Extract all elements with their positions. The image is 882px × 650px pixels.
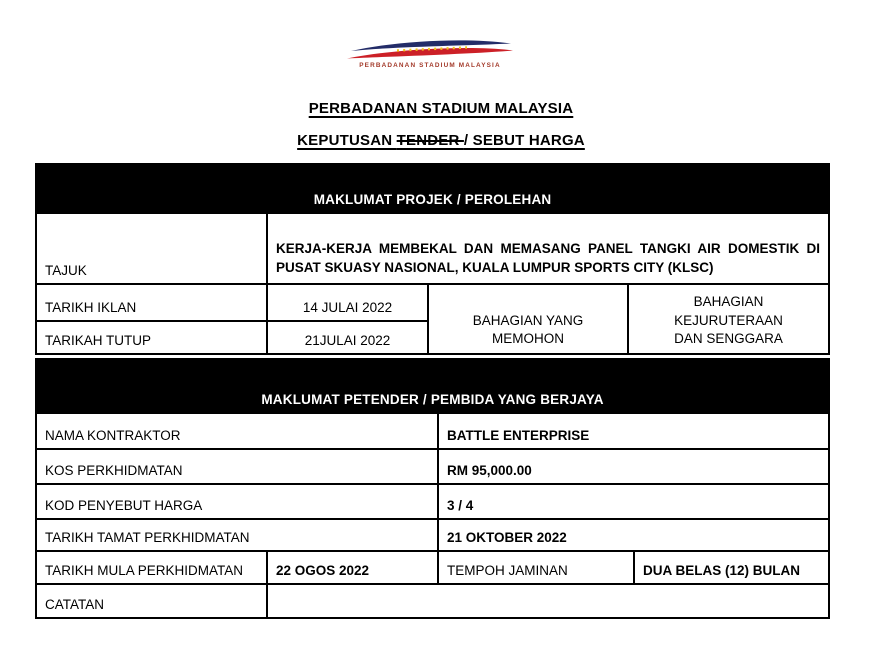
catatan-value: [267, 584, 829, 618]
tarikh-mula-label: TARIKH MULA PERKHIDMATAN: [36, 551, 267, 584]
tarikh-tamat-value: 21 OKTOBER 2022: [438, 519, 829, 551]
tarikh-tamat-label: TARIKH TAMAT PERKHIDMATAN: [36, 519, 438, 551]
bahagian-memohon-label: BAHAGIAN YANG MEMOHON: [428, 284, 628, 354]
kos-perkhidmatan-label: KOS PERKHIDMATAN: [36, 449, 438, 484]
stadium-swoosh-icon: [345, 37, 515, 75]
tajuk-label: TAJUK: [36, 213, 267, 284]
psm-logo: [345, 37, 515, 75]
tarikh-mula-value: 22 OGOS 2022: [267, 551, 438, 584]
project-table-header: MAKLUMAT PROJEK / PEROLEHAN: [36, 164, 829, 213]
kos-perkhidmatan-value: RM 95,000.00: [438, 449, 829, 484]
subtitle-struck-word: TENDER: [396, 132, 464, 149]
tajuk-value: KERJA-KERJA MEMBEKAL DAN MEMASANG PANEL TANGKI AIR DOMESTIK DI PUSAT SKUASY NASIONAL, KUALA LUMPUR SPORTS CITY (KLSC): [267, 213, 829, 284]
project-info-table: [35, 163, 830, 355]
subtitle-suffix: / SEBUT HARGA: [463, 132, 585, 149]
page-subtitle: [0, 132, 882, 149]
catatan-label: CATATAN: [36, 584, 267, 618]
tarikh-iklan-label: TARIKH IKLAN: [36, 284, 267, 321]
nama-kontraktor-label: NAMA KONTRAKTOR: [36, 413, 438, 449]
tarikh-iklan-value: 14 JULAI 2022: [267, 284, 428, 321]
kod-penyebut-harga-label: KOD PENYEBUT HARGA: [36, 484, 438, 519]
kod-penyebut-harga-value: 3 / 4: [438, 484, 829, 519]
winner-table-header: MAKLUMAT PETENDER / PEMBIDA YANG BERJAYA: [36, 359, 829, 413]
winner-info-table: [35, 358, 830, 619]
logo-caption: PERBADANAN STADIUM MALAYSIA: [359, 62, 501, 69]
tempoh-jaminan-label: TEMPOH JAMINAN: [438, 551, 634, 584]
nama-kontraktor-value: BATTLE ENTERPRISE: [438, 413, 829, 449]
tarikh-tutup-value: 21JULAI 2022: [267, 321, 428, 354]
tarikh-tutup-label: TARIKAH TUTUP: [36, 321, 267, 354]
subtitle-prefix: KEPUTUSAN: [297, 132, 397, 149]
tempoh-jaminan-value: DUA BELAS (12) BULAN: [634, 551, 829, 584]
logo-red-swoosh: [347, 48, 513, 58]
bahagian-memohon-value: BAHAGIAN KEJURUTERAAN DAN SENGGARA: [628, 284, 829, 354]
page-title: PERBADANAN STADIUM MALAYSIA: [308, 100, 574, 117]
